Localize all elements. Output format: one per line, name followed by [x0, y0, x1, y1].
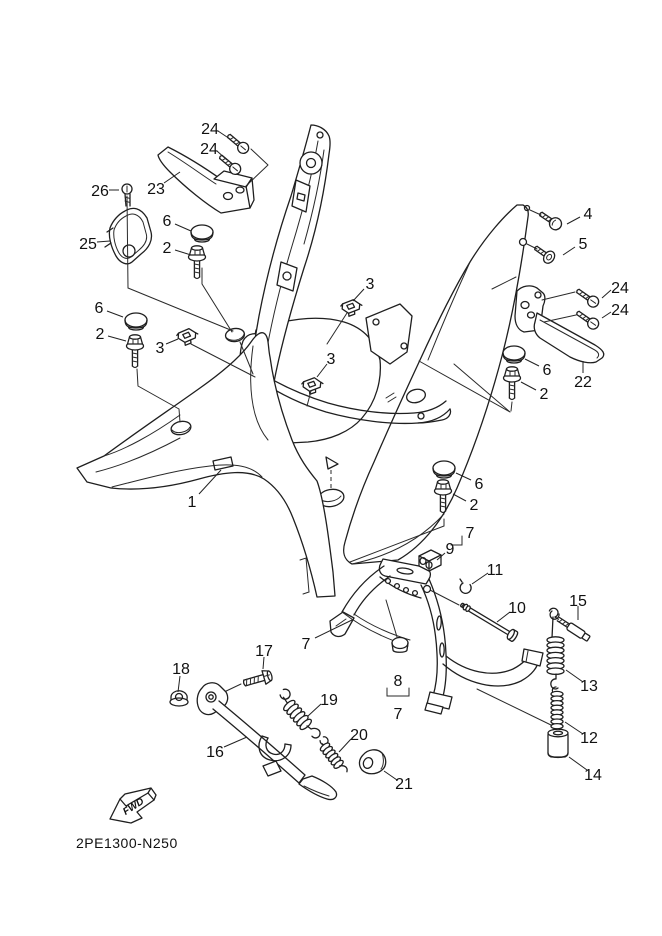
bolt-2 — [127, 335, 144, 368]
callout-13: 13 — [580, 677, 598, 695]
leader-line-6 — [525, 359, 539, 366]
leader-line-2 — [108, 336, 126, 341]
leader-line-2 — [521, 382, 536, 390]
callout-23: 23 — [147, 180, 165, 198]
leader-line-16 — [224, 737, 247, 747]
leader-line-2 — [453, 494, 466, 501]
callout-2: 2 — [539, 385, 549, 403]
spring-13 — [547, 611, 564, 689]
part-code: 2PE1300-N250 — [76, 835, 178, 851]
callout-25: 25 — [79, 235, 97, 253]
leader-line-3 — [166, 339, 178, 344]
collar-21 — [359, 750, 385, 774]
leader-line-3 — [353, 289, 364, 301]
leader-line-6 — [175, 224, 191, 231]
leader-line-24 — [602, 290, 611, 298]
screw-24 — [574, 308, 601, 331]
callout-6: 6 — [162, 212, 172, 230]
callout-24: 24 — [201, 120, 219, 138]
cap-8 — [392, 638, 408, 653]
callout-9: 9 — [445, 540, 455, 558]
callout-14: 14 — [584, 766, 602, 784]
spring-holder-14 — [548, 729, 568, 757]
callout-2: 2 — [162, 239, 172, 257]
fwd-arrow — [110, 788, 156, 823]
spring-12 — [551, 687, 563, 733]
callout-6: 6 — [94, 299, 104, 317]
callout-12: 12 — [580, 729, 598, 747]
leader-line-24 — [602, 312, 611, 318]
callout-3: 3 — [365, 275, 375, 293]
nut-9 — [419, 550, 441, 571]
callout-6: 6 — [542, 361, 552, 379]
fwd-label: FWD — [121, 796, 147, 818]
callout-3: 3 — [155, 339, 165, 357]
callout-2: 2 — [469, 496, 479, 514]
bolt-2 — [189, 246, 206, 279]
screw-4 — [537, 208, 564, 232]
clip-3 — [340, 299, 363, 317]
bolt-17 — [242, 669, 274, 690]
callout-21: 21 — [395, 775, 413, 793]
spring-20 — [315, 736, 351, 777]
clip-3 — [176, 328, 199, 347]
callout-7: 7 — [465, 524, 475, 542]
leader-line-18 — [178, 676, 180, 692]
callout-3: 3 — [326, 350, 336, 368]
screw-24 — [574, 286, 601, 309]
leader-line-5 — [563, 247, 575, 255]
callout-7: 7 — [301, 635, 311, 653]
callout-5: 5 — [578, 235, 588, 253]
callout-20: 20 — [350, 726, 368, 744]
callout-11: 11 — [486, 561, 504, 579]
callout-1: 1 — [187, 493, 197, 511]
nut-18 — [170, 691, 188, 706]
leader-line-11 — [472, 573, 488, 584]
callout-17: 17 — [255, 642, 273, 660]
bolt-2 — [504, 367, 521, 400]
callout-26: 26 — [91, 182, 109, 200]
callout-24: 24 — [611, 279, 629, 297]
callout-24: 24 — [611, 301, 629, 319]
callout-22: 22 — [574, 373, 592, 391]
leader-line-24 — [217, 151, 227, 160]
leader-line-2 — [175, 250, 191, 255]
screw-5 — [531, 242, 556, 265]
callout-2: 2 — [95, 325, 105, 343]
cap-6 — [125, 313, 147, 330]
leader-line-19 — [308, 704, 321, 716]
callout-4: 4 — [583, 205, 593, 223]
cap-6 — [433, 461, 455, 478]
callout-15: 15 — [569, 592, 587, 610]
callout-8: 8 — [393, 672, 403, 690]
screw-24 — [225, 131, 251, 155]
callout-16: 16 — [206, 743, 224, 761]
cap-6 — [503, 346, 525, 363]
clip-11 — [460, 579, 471, 593]
callout-7: 7 — [393, 705, 403, 723]
leader-line-25 — [97, 241, 110, 242]
callout-24: 24 — [200, 140, 218, 158]
leader-line-6 — [107, 311, 123, 317]
side-stand — [197, 683, 336, 800]
callout-10: 10 — [508, 599, 526, 617]
callout-19: 19 — [320, 691, 338, 709]
leader-line-4 — [567, 217, 580, 224]
callout-18: 18 — [172, 660, 190, 678]
callout-6: 6 — [474, 475, 484, 493]
bracket-25 — [105, 208, 152, 263]
cap-6 — [191, 225, 213, 242]
spring-19 — [274, 687, 325, 742]
